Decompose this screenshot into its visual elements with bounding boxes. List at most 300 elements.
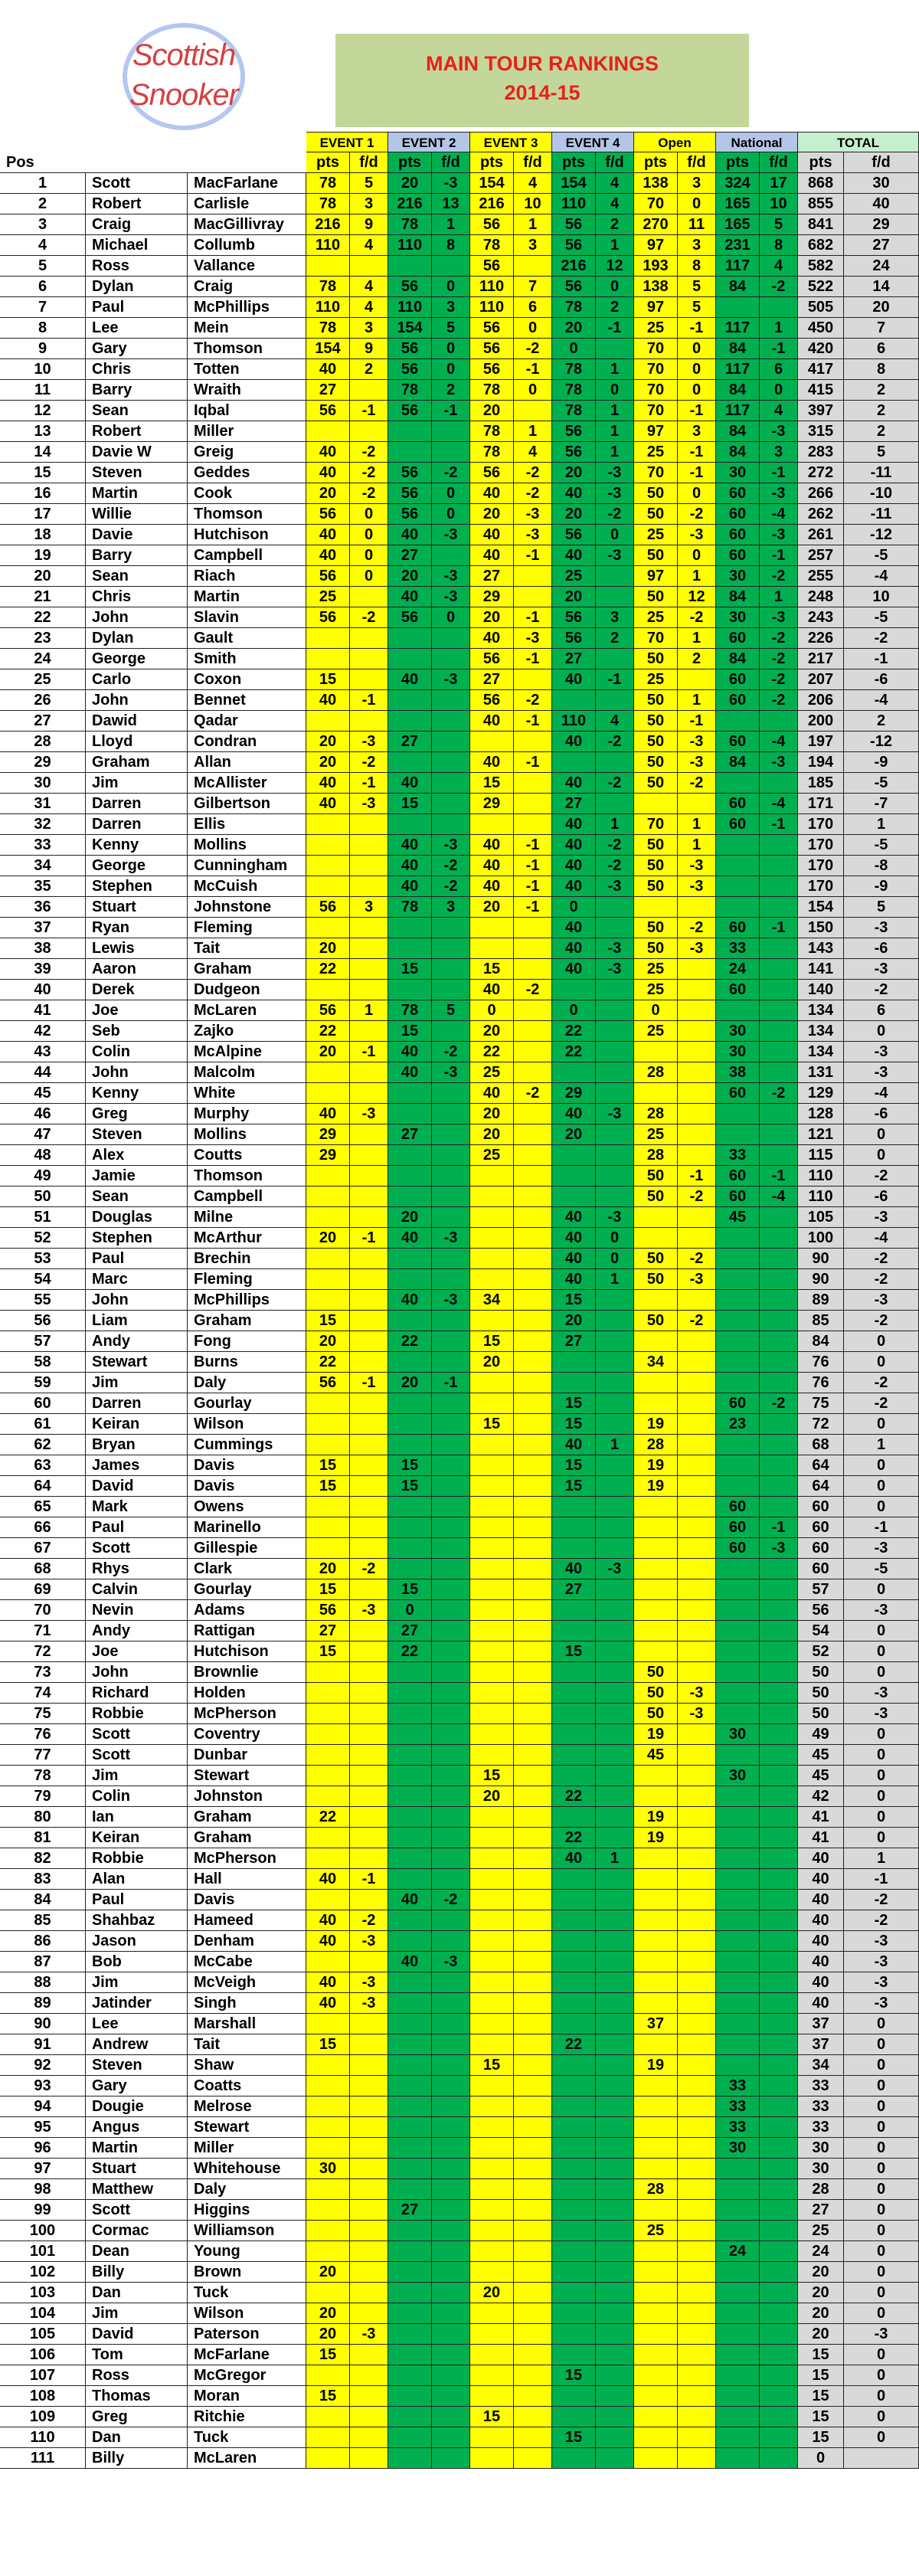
score-cell bbox=[306, 2138, 350, 2159]
score-cell: 56 bbox=[552, 442, 596, 463]
score-cell bbox=[470, 2365, 514, 2386]
last-name-cell: Riach bbox=[188, 566, 306, 587]
score-cell bbox=[306, 2427, 350, 2448]
total-pts-cell: 20 bbox=[798, 2262, 844, 2283]
last-name-cell: Miller bbox=[188, 421, 306, 442]
score-cell bbox=[760, 1952, 798, 1972]
total-fd-cell: 0 bbox=[844, 1021, 919, 1042]
score-cell: 56 bbox=[388, 504, 432, 525]
total-pts-cell: 75 bbox=[798, 1393, 844, 1414]
score-cell bbox=[760, 1269, 798, 1290]
score-cell: 15 bbox=[306, 1579, 350, 1600]
score-cell: 110 bbox=[552, 711, 596, 732]
total-pts-cell: 150 bbox=[798, 918, 844, 938]
score-cell: -2 bbox=[514, 339, 552, 359]
score-cell bbox=[306, 1166, 350, 1187]
score-cell bbox=[678, 1021, 716, 1042]
score-cell: 2 bbox=[678, 649, 716, 669]
score-cell bbox=[716, 2365, 760, 2386]
score-cell bbox=[596, 2159, 634, 2179]
score-cell bbox=[514, 1538, 552, 1559]
score-cell: 30 bbox=[306, 2159, 350, 2179]
first-name-cell: Shahbaz bbox=[86, 1910, 188, 1931]
score-cell: -3 bbox=[596, 1104, 634, 1124]
score-cell: 13 bbox=[432, 194, 470, 214]
score-cell bbox=[432, 2427, 470, 2448]
score-cell bbox=[716, 1683, 760, 1704]
score-cell: 117 bbox=[716, 318, 760, 339]
score-cell: 15 bbox=[552, 2427, 596, 2448]
score-cell bbox=[514, 814, 552, 835]
table-row bbox=[0, 2283, 919, 2303]
score-cell bbox=[514, 2076, 552, 2096]
score-cell bbox=[634, 2138, 678, 2159]
total-fd-cell: 1 bbox=[844, 1848, 919, 1869]
score-cell: 25 bbox=[470, 1062, 514, 1083]
score-cell bbox=[350, 2365, 388, 2386]
score-cell: 40 bbox=[552, 669, 596, 690]
score-cell bbox=[596, 2179, 634, 2200]
score-cell bbox=[514, 1393, 552, 1414]
total-fd-cell: -7 bbox=[844, 794, 919, 814]
score-cell: 19 bbox=[634, 1476, 678, 1497]
last-name-cell: Williamson bbox=[188, 2221, 306, 2241]
pos-cell: 105 bbox=[0, 2324, 86, 2345]
score-cell: 40 bbox=[552, 835, 596, 856]
score-cell bbox=[552, 1931, 596, 1952]
score-cell bbox=[678, 2179, 716, 2200]
score-cell: -1 bbox=[678, 318, 716, 339]
total-pts-cell: 40 bbox=[798, 1848, 844, 1869]
score-cell: 38 bbox=[716, 1062, 760, 1083]
score-cell bbox=[716, 2179, 760, 2200]
pos-cell: 96 bbox=[0, 2138, 86, 2159]
total-fd-cell: 0 bbox=[844, 1807, 919, 1828]
score-cell bbox=[716, 1249, 760, 1269]
score-cell: 56 bbox=[470, 359, 514, 380]
score-cell bbox=[760, 1848, 798, 1869]
last-name-cell: Collumb bbox=[188, 235, 306, 256]
pos-cell: 59 bbox=[0, 1373, 86, 1393]
last-name-cell: Wilson bbox=[188, 1414, 306, 1435]
table-row bbox=[0, 1228, 919, 1249]
score-cell: 110 bbox=[552, 194, 596, 214]
score-cell bbox=[552, 1352, 596, 1373]
score-cell: 97 bbox=[634, 235, 678, 256]
score-cell bbox=[306, 1890, 350, 1910]
score-cell bbox=[760, 2303, 798, 2324]
fd-header: f/d bbox=[350, 152, 388, 173]
last-name-cell: McVeigh bbox=[188, 1972, 306, 1993]
score-cell bbox=[388, 1187, 432, 1207]
first-name-cell: Steven bbox=[86, 2055, 188, 2076]
score-cell bbox=[470, 1393, 514, 1414]
score-cell: -3 bbox=[596, 463, 634, 483]
score-cell bbox=[716, 897, 760, 918]
score-cell: 15 bbox=[470, 1414, 514, 1435]
score-cell: -3 bbox=[678, 856, 716, 876]
pos-cell: 85 bbox=[0, 1910, 86, 1931]
last-name-cell: Cummings bbox=[188, 1435, 306, 1455]
score-cell bbox=[470, 2262, 514, 2283]
score-cell bbox=[306, 2096, 350, 2117]
first-name-cell: Jim bbox=[86, 1972, 188, 1993]
last-name-cell: McLaren bbox=[188, 1000, 306, 1021]
score-cell: 56 bbox=[470, 463, 514, 483]
score-cell bbox=[552, 1704, 596, 1724]
fd-header: f/d bbox=[760, 152, 798, 173]
score-cell: -3 bbox=[432, 525, 470, 545]
score-cell bbox=[634, 1910, 678, 1931]
score-cell bbox=[470, 1559, 514, 1579]
score-cell: -2 bbox=[678, 773, 716, 794]
score-cell bbox=[514, 1621, 552, 1642]
score-cell: 30 bbox=[716, 1766, 760, 1786]
score-cell bbox=[596, 2055, 634, 2076]
score-cell bbox=[760, 1476, 798, 1497]
score-cell bbox=[678, 2200, 716, 2221]
pos-cell: 21 bbox=[0, 587, 86, 607]
score-cell: 29 bbox=[306, 1145, 350, 1166]
score-cell bbox=[716, 1000, 760, 1021]
score-cell bbox=[596, 1786, 634, 1807]
score-cell bbox=[760, 2055, 798, 2076]
event-header: EVENT 2 bbox=[388, 132, 470, 152]
first-name-cell: Scott bbox=[86, 1724, 188, 1745]
total-fd-cell: -3 bbox=[844, 1993, 919, 2014]
total-fd-cell: 0 bbox=[844, 2138, 919, 2159]
score-cell bbox=[350, 876, 388, 897]
total-fd-cell: -4 bbox=[844, 690, 919, 711]
pos-cell: 37 bbox=[0, 918, 86, 938]
score-cell: 50 bbox=[634, 1311, 678, 1331]
score-cell bbox=[470, 1724, 514, 1745]
score-cell: 1 bbox=[678, 835, 716, 856]
table-row bbox=[0, 835, 919, 856]
score-cell bbox=[388, 2179, 432, 2200]
score-cell bbox=[350, 1393, 388, 1414]
last-name-cell: Denham bbox=[188, 1931, 306, 1952]
score-cell bbox=[634, 1993, 678, 2014]
pos-cell: 68 bbox=[0, 1559, 86, 1579]
score-cell: 0 bbox=[596, 1228, 634, 1249]
score-cell: 5 bbox=[432, 318, 470, 339]
table-row bbox=[0, 1290, 919, 1311]
score-cell bbox=[350, 2303, 388, 2324]
table-row bbox=[0, 628, 919, 649]
score-cell bbox=[388, 1786, 432, 1807]
score-cell bbox=[634, 2262, 678, 2283]
table-row bbox=[0, 711, 919, 732]
total-fd-cell: -3 bbox=[844, 1931, 919, 1952]
score-cell bbox=[432, 1993, 470, 2014]
score-cell bbox=[432, 1021, 470, 1042]
score-cell bbox=[306, 1683, 350, 1704]
score-cell: 70 bbox=[634, 194, 678, 214]
score-cell: 0 bbox=[596, 380, 634, 401]
score-cell: 45 bbox=[716, 1207, 760, 1228]
score-cell: -2 bbox=[760, 669, 798, 690]
score-cell: -2 bbox=[432, 876, 470, 897]
table-row bbox=[0, 1952, 919, 1972]
score-cell bbox=[514, 2096, 552, 2117]
pos-cell: 73 bbox=[0, 1662, 86, 1683]
score-cell: 40 bbox=[552, 545, 596, 566]
table-row bbox=[0, 649, 919, 669]
first-name-cell: Dylan bbox=[86, 277, 188, 297]
score-cell bbox=[716, 1910, 760, 1931]
score-cell bbox=[552, 1952, 596, 1972]
total-pts-cell: 76 bbox=[798, 1352, 844, 1373]
score-cell bbox=[388, 2096, 432, 2117]
score-cell bbox=[514, 732, 552, 752]
score-cell bbox=[388, 1311, 432, 1331]
pos-cell: 106 bbox=[0, 2345, 86, 2365]
score-cell bbox=[470, 1662, 514, 1683]
score-cell bbox=[596, 2262, 634, 2283]
page-subtitle: 2014-15 bbox=[504, 81, 581, 104]
total-pts-cell: 34 bbox=[798, 2055, 844, 2076]
score-cell bbox=[514, 1331, 552, 1352]
first-name-cell: Stephen bbox=[86, 876, 188, 897]
score-cell: 40 bbox=[388, 835, 432, 856]
pos-cell: 40 bbox=[0, 980, 86, 1000]
score-cell bbox=[552, 2014, 596, 2034]
first-name-cell: Robbie bbox=[86, 1848, 188, 1869]
score-cell: 1 bbox=[596, 421, 634, 442]
score-cell: -1 bbox=[678, 1166, 716, 1187]
score-cell bbox=[760, 2138, 798, 2159]
score-cell bbox=[432, 2138, 470, 2159]
table-row bbox=[0, 566, 919, 587]
pos-cell: 56 bbox=[0, 1311, 86, 1331]
total-pts-cell: 20 bbox=[798, 2283, 844, 2303]
score-cell bbox=[678, 1290, 716, 1311]
total-fd-cell: 2 bbox=[844, 401, 919, 421]
score-cell: 97 bbox=[634, 297, 678, 318]
score-cell: 0 bbox=[432, 483, 470, 504]
score-cell bbox=[634, 1952, 678, 1972]
score-cell bbox=[350, 2427, 388, 2448]
score-cell bbox=[514, 1021, 552, 1042]
score-cell bbox=[760, 897, 798, 918]
first-name-cell: Willie bbox=[86, 504, 188, 525]
score-cell bbox=[552, 2448, 596, 2469]
score-cell bbox=[678, 1207, 716, 1228]
first-name-cell: Nevin bbox=[86, 1600, 188, 1621]
score-cell bbox=[306, 876, 350, 897]
pos-cell: 102 bbox=[0, 2262, 86, 2283]
score-cell: -2 bbox=[596, 835, 634, 856]
score-cell: 0 bbox=[678, 194, 716, 214]
table-row bbox=[0, 959, 919, 980]
score-cell: 117 bbox=[716, 401, 760, 421]
score-cell bbox=[596, 1993, 634, 2014]
score-cell bbox=[350, 628, 388, 649]
first-name-cell: Gary bbox=[86, 339, 188, 359]
score-cell bbox=[514, 401, 552, 421]
total-pts-cell: 100 bbox=[798, 1228, 844, 1249]
score-cell bbox=[596, 1373, 634, 1393]
score-cell: -2 bbox=[678, 918, 716, 938]
last-name-cell: Rattigan bbox=[188, 1621, 306, 1642]
total-fd-cell: -5 bbox=[844, 1559, 919, 1579]
score-cell bbox=[350, 2138, 388, 2159]
score-cell bbox=[388, 2427, 432, 2448]
score-cell: 15 bbox=[470, 2407, 514, 2427]
score-cell bbox=[596, 1455, 634, 1476]
score-cell bbox=[432, 1683, 470, 1704]
pos-cell: 100 bbox=[0, 2221, 86, 2241]
score-cell: 15 bbox=[306, 2345, 350, 2365]
total-fd-cell: 6 bbox=[844, 339, 919, 359]
score-cell bbox=[432, 1455, 470, 1476]
total-pts-cell: 33 bbox=[798, 2076, 844, 2096]
score-cell: 56 bbox=[552, 607, 596, 628]
score-cell bbox=[678, 1931, 716, 1952]
first-name-cell: Craig bbox=[86, 214, 188, 235]
score-cell: -3 bbox=[514, 504, 552, 525]
score-cell: 56 bbox=[470, 649, 514, 669]
total-fd-cell: 2 bbox=[844, 421, 919, 442]
score-cell: -3 bbox=[432, 1062, 470, 1083]
pos-cell: 54 bbox=[0, 1269, 86, 1290]
score-cell: 19 bbox=[634, 1414, 678, 1435]
total-pts-cell: 283 bbox=[798, 442, 844, 463]
total-fd-cell: -11 bbox=[844, 463, 919, 483]
score-cell bbox=[514, 566, 552, 587]
score-cell bbox=[596, 1476, 634, 1497]
score-cell bbox=[306, 2200, 350, 2221]
pos-cell: 57 bbox=[0, 1331, 86, 1352]
score-cell bbox=[306, 1269, 350, 1290]
score-cell: 20 bbox=[470, 607, 514, 628]
score-cell bbox=[514, 1910, 552, 1931]
score-cell: -2 bbox=[678, 1311, 716, 1331]
score-cell bbox=[432, 2076, 470, 2096]
table-row bbox=[0, 2200, 919, 2221]
total-pts-cell: 89 bbox=[798, 1290, 844, 1311]
score-cell: 78 bbox=[470, 235, 514, 256]
score-cell: 50 bbox=[634, 835, 678, 856]
score-cell bbox=[514, 1786, 552, 1807]
score-cell: 15 bbox=[388, 1021, 432, 1042]
score-cell bbox=[634, 1083, 678, 1104]
score-cell: 216 bbox=[388, 194, 432, 214]
score-cell bbox=[514, 2407, 552, 2427]
total-pts-cell: 24 bbox=[798, 2241, 844, 2262]
table-row bbox=[0, 856, 919, 876]
total-pts-cell: 41 bbox=[798, 1828, 844, 1848]
score-cell bbox=[634, 1559, 678, 1579]
score-cell bbox=[760, 1207, 798, 1228]
score-cell bbox=[306, 2179, 350, 2200]
first-name-cell: Barry bbox=[86, 545, 188, 566]
table-row bbox=[0, 483, 919, 504]
score-cell: 84 bbox=[716, 442, 760, 463]
score-cell: 25 bbox=[634, 959, 678, 980]
score-cell: 60 bbox=[716, 483, 760, 504]
score-cell bbox=[678, 1124, 716, 1145]
score-cell bbox=[432, 2034, 470, 2055]
score-cell bbox=[678, 1497, 716, 1517]
score-cell: 15 bbox=[552, 1393, 596, 1414]
total-fd-cell: 0 bbox=[844, 1124, 919, 1145]
score-cell: 8 bbox=[760, 235, 798, 256]
score-cell bbox=[678, 2159, 716, 2179]
total-pts-cell: 57 bbox=[798, 1579, 844, 1600]
score-cell bbox=[760, 1042, 798, 1062]
score-cell: 70 bbox=[634, 339, 678, 359]
total-fd-cell: 0 bbox=[844, 1145, 919, 1166]
score-cell bbox=[306, 1766, 350, 1786]
first-name-cell: Robbie bbox=[86, 1704, 188, 1724]
score-cell: 40 bbox=[306, 463, 350, 483]
score-cell: -2 bbox=[350, 442, 388, 463]
score-cell: 40 bbox=[552, 959, 596, 980]
score-cell bbox=[432, 1931, 470, 1952]
total-pts-cell: 110 bbox=[798, 1166, 844, 1187]
pos-cell: 66 bbox=[0, 1517, 86, 1538]
score-cell bbox=[716, 856, 760, 876]
pos-cell: 1 bbox=[0, 173, 86, 194]
score-cell: 20 bbox=[306, 752, 350, 773]
score-cell bbox=[760, 1228, 798, 1249]
score-cell bbox=[306, 814, 350, 835]
score-cell: -1 bbox=[514, 876, 552, 897]
score-cell: 97 bbox=[634, 566, 678, 587]
last-name-cell: Tuck bbox=[188, 2283, 306, 2303]
score-cell: 1 bbox=[678, 814, 716, 835]
score-cell bbox=[388, 2448, 432, 2469]
last-name-cell: Fleming bbox=[188, 918, 306, 938]
first-name-cell: Jim bbox=[86, 773, 188, 794]
score-cell bbox=[716, 2262, 760, 2283]
score-cell: 20 bbox=[388, 1207, 432, 1228]
score-cell bbox=[716, 876, 760, 897]
score-cell bbox=[388, 421, 432, 442]
score-cell: -3 bbox=[760, 607, 798, 628]
score-cell bbox=[760, 2076, 798, 2096]
score-cell: -3 bbox=[350, 732, 388, 752]
score-cell bbox=[470, 1579, 514, 1600]
score-cell: -3 bbox=[678, 752, 716, 773]
total-pts-cell: 60 bbox=[798, 1559, 844, 1579]
score-cell bbox=[388, 1435, 432, 1455]
score-cell: 15 bbox=[306, 1455, 350, 1476]
score-cell: 22 bbox=[552, 1786, 596, 1807]
score-cell bbox=[514, 1104, 552, 1124]
event-header: TOTAL bbox=[798, 132, 919, 152]
score-cell: 1 bbox=[596, 401, 634, 421]
score-cell: 50 bbox=[634, 938, 678, 959]
first-name-cell: Steven bbox=[86, 1124, 188, 1145]
score-cell: 56 bbox=[388, 359, 432, 380]
score-cell bbox=[514, 1207, 552, 1228]
score-cell: 28 bbox=[634, 1145, 678, 1166]
first-name-cell: Stuart bbox=[86, 897, 188, 918]
score-cell bbox=[514, 1455, 552, 1476]
pos-cell: 103 bbox=[0, 2283, 86, 2303]
score-cell bbox=[432, 918, 470, 938]
score-cell bbox=[596, 2096, 634, 2117]
score-cell bbox=[514, 1145, 552, 1166]
score-cell: 40 bbox=[306, 794, 350, 814]
score-cell bbox=[716, 2221, 760, 2241]
pos-cell: 94 bbox=[0, 2096, 86, 2117]
score-cell bbox=[760, 1331, 798, 1352]
score-cell bbox=[678, 2262, 716, 2283]
